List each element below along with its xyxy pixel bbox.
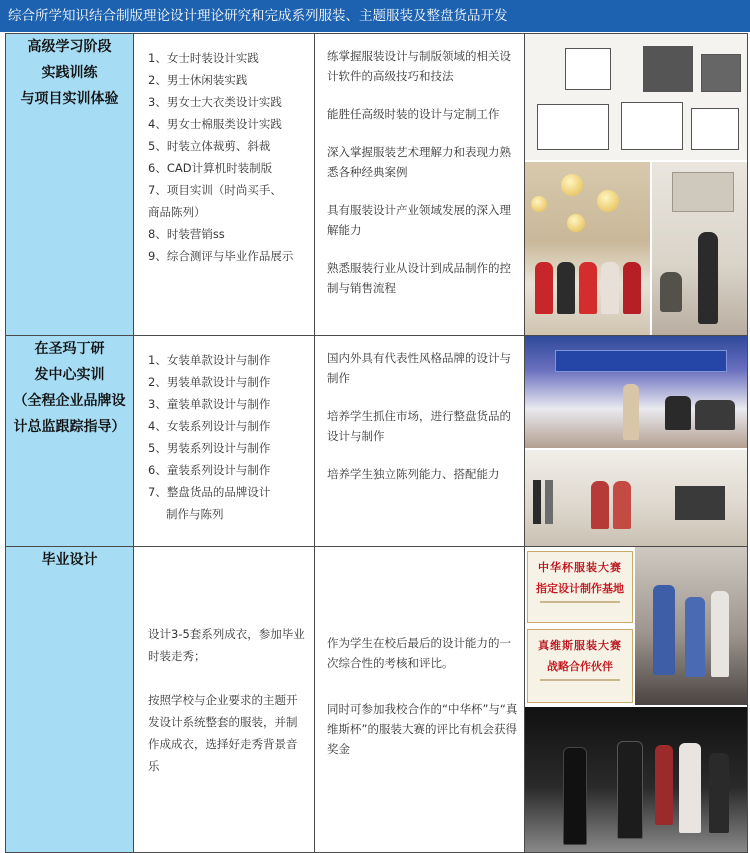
description-text: 设计3-5套系列成衣，参加毕业时装走秀； bbox=[148, 627, 305, 663]
list-item: 2、男装单款设计与制作 bbox=[148, 375, 271, 389]
category-line: 发中心实训 bbox=[34, 367, 105, 383]
photo-cell bbox=[525, 336, 748, 547]
list-item: 4、女装系列设计与制作 bbox=[148, 419, 271, 433]
description-cell bbox=[315, 336, 525, 547]
category-line: 实践训练 bbox=[41, 65, 98, 81]
description-text: 深入掌握服装艺术理解力和表现力熟悉各种经典案例 bbox=[327, 145, 511, 179]
list-item: 6、童装系列设计与制作 bbox=[148, 463, 271, 477]
list-item: 4、男女士棉服类设计实践 bbox=[148, 117, 282, 131]
category-cell bbox=[6, 34, 134, 336]
list-item: 7、项目实训（时尚买手、 bbox=[148, 183, 282, 197]
certificate-main: 指定设计制作基地 bbox=[536, 582, 624, 595]
description-text: 培养学生抓住市场，进行整盘货品的设计与制作 bbox=[327, 409, 511, 443]
category-line: （全程企业品牌设 bbox=[13, 393, 126, 409]
runway-image bbox=[525, 707, 747, 852]
table-row bbox=[6, 336, 748, 547]
list-item: 6、CAD计算机时装制版 bbox=[148, 161, 273, 175]
category-line: 高级学习阶段 bbox=[27, 39, 112, 55]
list-item: 商品陈列） bbox=[148, 205, 206, 219]
list-item: 5、男装系列设计与制作 bbox=[148, 441, 271, 455]
page-header bbox=[0, 0, 750, 32]
description-text: 按照学校与企业要求的主题开发设计系统整套的服装，并制作成成衣，选择好走秀背景音乐 bbox=[148, 693, 298, 773]
header-title: 综合所学知识结合制版理论设计理论研究和完成系列服装、主题服装及整盘货品开发 bbox=[8, 8, 508, 24]
description-text: 同时可参加我校合作的“中华杯”与“真维斯杯”的服装大赛的评比有机会获得奖金 bbox=[327, 702, 518, 756]
category-line: 在圣玛丁研 bbox=[34, 341, 105, 357]
list-item: 制作与陈列 bbox=[166, 507, 224, 521]
list-item: 3、男女士大衣类设计实践 bbox=[148, 95, 282, 109]
category-line: 计总监跟踪指导） bbox=[13, 419, 126, 435]
table-row bbox=[6, 34, 748, 336]
description-text: 练掌握服装设计与制版领域的相关设计软件的高级技巧和技法 bbox=[327, 49, 511, 83]
category-line: 毕业设计 bbox=[41, 552, 98, 568]
description-text: 国内外具有代表性风格品牌的设计与制作 bbox=[327, 351, 511, 385]
list-item: 8、时装营销ss bbox=[148, 227, 225, 241]
category-cell bbox=[6, 547, 134, 853]
description-text: 具有服装设计产业领域发展的深入理解能力 bbox=[327, 203, 511, 237]
list-item: 5、时装立体裁剪、斜裁 bbox=[148, 139, 271, 153]
showroom-image bbox=[525, 162, 650, 335]
store-display-image bbox=[525, 450, 747, 546]
list-item: 1、女装单款设计与制作 bbox=[148, 353, 271, 367]
studio-image bbox=[652, 162, 747, 335]
list-item: 7、整盘货品的品牌设计 bbox=[148, 485, 271, 499]
curriculum-table bbox=[5, 33, 748, 853]
runway-image bbox=[525, 336, 747, 448]
items-cell bbox=[134, 547, 315, 853]
certificate-title: 中华杯服装大赛 bbox=[538, 561, 622, 574]
photo-cell bbox=[525, 547, 748, 853]
description-text: 培养学生独立陈列能力、搭配能力 bbox=[327, 467, 500, 481]
certificate-main: 战略合作伙伴 bbox=[547, 660, 613, 673]
category-cell bbox=[6, 336, 134, 547]
photo-cell bbox=[525, 34, 748, 336]
runway-image bbox=[635, 547, 747, 705]
description-text: 能胜任高级时装的设计与定制工作 bbox=[327, 107, 500, 121]
category-line: 与项目实训体验 bbox=[20, 91, 119, 107]
award-certificate bbox=[527, 629, 633, 703]
description-text: 熟悉服装行业从设计到成品制作的控制与销售流程 bbox=[327, 261, 511, 295]
items-cell bbox=[134, 336, 315, 547]
list-item: 1、女士时装设计实践 bbox=[148, 51, 259, 65]
sketch-image bbox=[525, 34, 747, 160]
table-row bbox=[6, 547, 748, 853]
list-item: 2、男士休闲装实践 bbox=[148, 73, 248, 87]
award-certificate bbox=[527, 551, 633, 623]
description-cell bbox=[315, 34, 525, 336]
items-cell bbox=[134, 34, 315, 336]
list-item: 3、童装单款设计与制作 bbox=[148, 397, 271, 411]
list-item: 9、综合测评与毕业作品展示 bbox=[148, 249, 294, 263]
description-text: 作为学生在校后最后的设计能力的一次综合性的考核和评比。 bbox=[327, 636, 511, 670]
description-cell bbox=[315, 547, 525, 853]
certificate-title: 真维斯服装大赛 bbox=[538, 639, 622, 652]
